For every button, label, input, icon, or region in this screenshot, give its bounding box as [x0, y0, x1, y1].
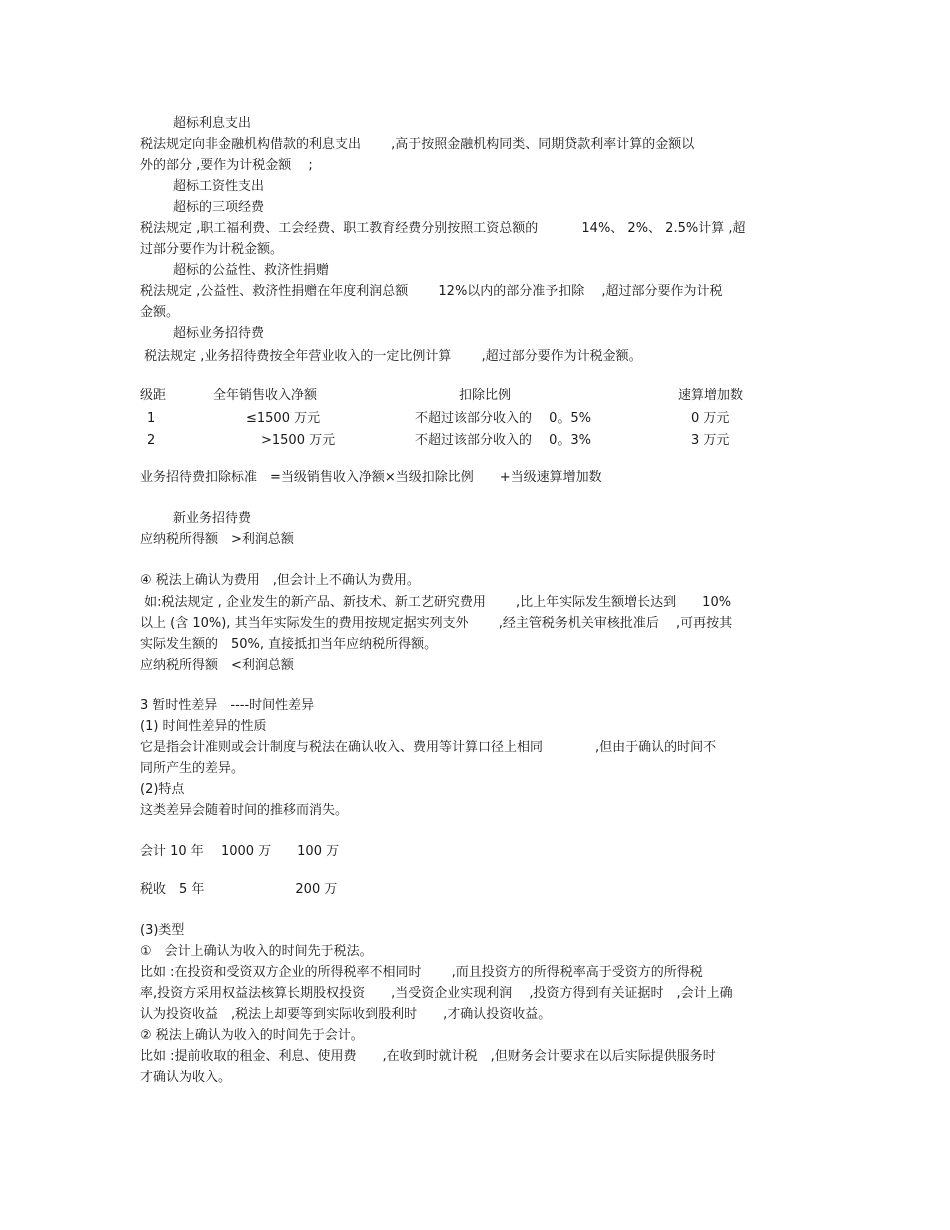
paragraph-line: 这类差异会随着时间的推移而消失。 — [140, 803, 349, 818]
heading-three-fees: 超标的三项经费 — [173, 200, 265, 215]
paragraph-line: 税法规定 ,业务招待费按全年营业收入的一定比例计算 ,超过部分要作为计税金额。 — [140, 349, 642, 364]
example-line: 会计 10 年 1000 万 100 万 — [140, 844, 340, 859]
example-line: 税收 5 年 200 万 — [140, 882, 338, 897]
table-header: 级距 — [140, 388, 167, 403]
paragraph-line: 税法规定向非金融机构借款的利息支出 ,高于按照金融机构同类、同期贷款利率计算的金额以 — [140, 137, 695, 152]
paragraph-line: 才确认为收入。 — [140, 1070, 232, 1085]
table-cell: >1500 万元 — [261, 433, 336, 448]
paragraph-line: 过部分要作为计税金额。 — [140, 242, 284, 257]
table-cell: 0 万元 — [691, 411, 730, 426]
paragraph-line: 以上 (含 10%), 其当年实际发生的费用按规定据实列支外 ,经主管税务机关审核批准后 ,可再按其 — [140, 616, 733, 631]
table-cell: 3 万元 — [691, 433, 730, 448]
paragraph-line: 应纳税所得额 <利润总额 — [140, 658, 294, 673]
paragraph-line: 税法规定 ,公益性、救济性捐赠在年度利润总额 12%以内的部分准予扣除 ,超过部分要作为计税 — [140, 284, 723, 299]
paragraph-line: 如:税法规定 , 企业发生的新产品、新技术、新工艺研究费用 ,比上年实际发生额增长达到 10% — [140, 595, 732, 610]
table-header: 全年销售收入净额 — [213, 388, 318, 403]
heading-excess-wages: 超标工资性支出 — [173, 179, 265, 194]
subheading: (2)特点 — [140, 782, 185, 797]
heading-new-entertainment: 新业务招待费 — [173, 511, 252, 526]
paragraph-line: 外的部分 ,要作为计税金额 ; — [140, 158, 313, 173]
paragraph-line: 同所产生的差异。 — [140, 761, 245, 776]
subheading: (3)类型 — [140, 923, 185, 938]
paragraph-line: 比如 :在投资和受资双方企业的所得税率不相同时 ,而且投资方的所得税率高于受资方的所得税 — [140, 965, 703, 980]
paragraph-line: ① 会计上确认为收入的时间先于税法。 — [140, 944, 373, 959]
table-cell: 1 — [147, 411, 156, 426]
paragraph-line: 比如 :提前收取的租金、利息、使用费 ,在收到时就计税 ,但财务会计要求在以后实际提供服务时 — [140, 1049, 716, 1064]
section-heading-temporary-difference: 3 暂时性差异 ----时间性差异 — [140, 698, 315, 713]
table-cell: 不超过该部分收入的 0。3% — [415, 433, 592, 448]
paragraph-line: 税法规定 ,职工福利费、工会经费、职工教育经费分别按照工资总额的 14%、 2%、 2.5%计算 ,超 — [140, 221, 746, 236]
table-cell: 2 — [147, 433, 156, 448]
paragraph-line: 认为投资收益 ,税法上却要等到实际收到股利时 ,才确认投资收益。 — [140, 1007, 552, 1022]
paragraph-line: 金额。 — [140, 305, 180, 320]
paragraph-line: ② 税法上确认为收入的时间先于会计。 — [140, 1028, 364, 1043]
formula-line: 业务招待费扣除标准 =当级销售收入净额×当级扣除比例 +当级速算增加数 — [140, 470, 602, 485]
table-cell: 不超过该部分收入的 0。5% — [415, 411, 592, 426]
paragraph-line: 实际发生额的 50%, 直接抵扣当年应纳税所得额。 — [140, 637, 438, 652]
paragraph-line: 它是指会计准则或会计制度与税法在确认收入、费用等计算口径上相同 ,但由于确认的时间不 — [140, 740, 717, 755]
paragraph-line: 率,投资方采用权益法核算长期股权投资 ,当受资企业实现利润 ,投资方得到有关证据时 ,会计上确 — [140, 986, 733, 1001]
paragraph-line: 应纳税所得额 >利润总额 — [140, 532, 294, 547]
table-header: 扣除比例 — [459, 388, 512, 403]
heading-excess-entertainment: 超标业务招待费 — [173, 326, 265, 341]
paragraph-line: ④ 税法上确认为费用 ,但会计上不确认为费用。 — [140, 573, 420, 588]
heading-excess-donations: 超标的公益性、救济性捐赠 — [173, 263, 330, 278]
heading-excess-interest: 超标利息支出 — [173, 116, 252, 131]
subheading: (1) 时间性差异的性质 — [140, 719, 267, 734]
table-cell: ≤1500 万元 — [246, 411, 321, 426]
table-header: 速算增加数 — [678, 388, 744, 403]
